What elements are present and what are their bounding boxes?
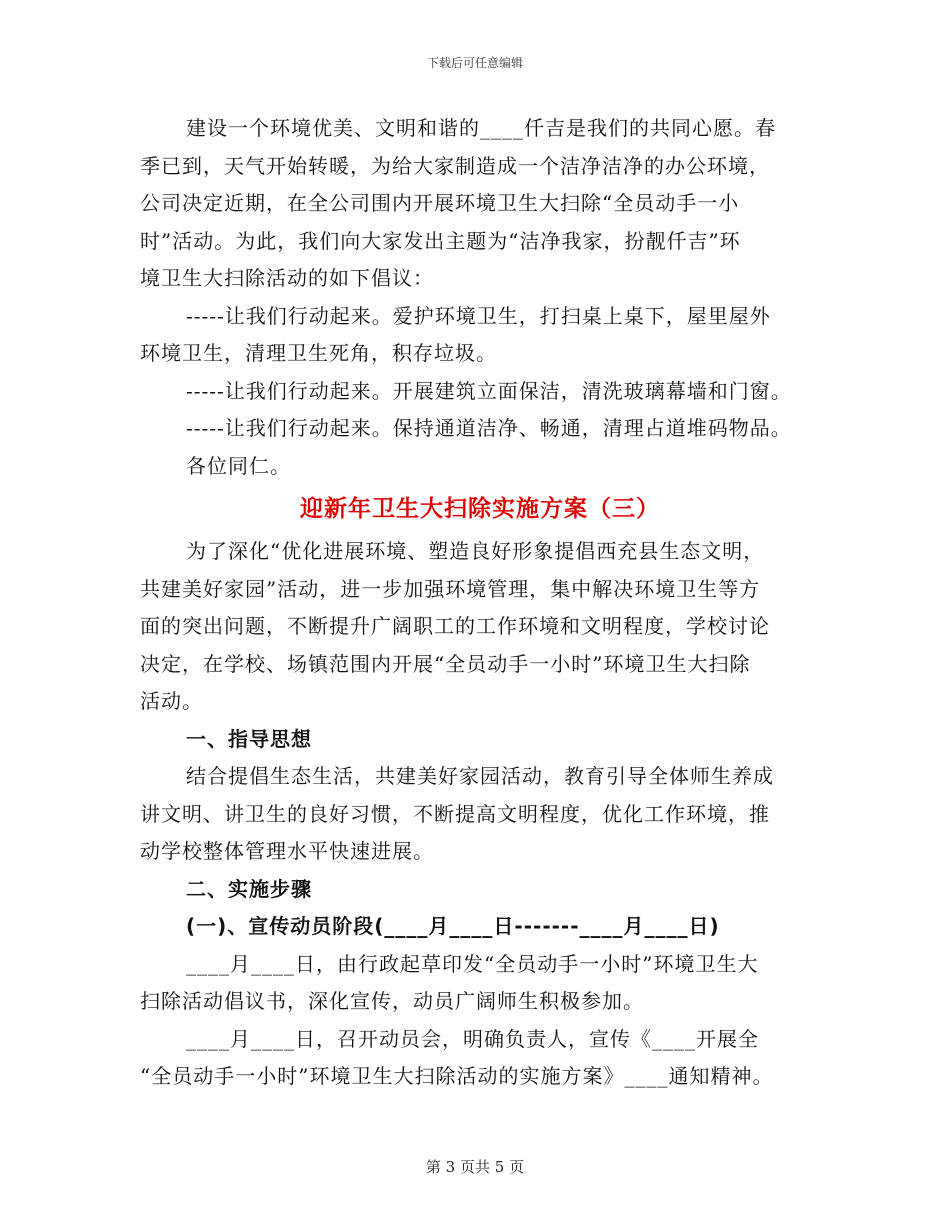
paragraph-line: 决定，在学校、场镇范围内开展“全员动手一小时”环境卫生大扫除 — [140, 651, 751, 676]
document-body — [140, 110, 820, 1096]
paragraph-line: 面的突出问题，不断提升广阔职工的工作环境和文明程度，学校讨论 — [140, 614, 770, 638]
paragraph-line: 季已到，天气开始转暖，为给大家制造成一个洁净洁净的办公环境， — [140, 153, 770, 178]
paragraph-line: 动学校整体管理水平快速进展。 — [140, 839, 434, 863]
paragraph-line: 建设一个环境优美、文明和谐的____仟吉是我们的共同心愿。春 — [186, 116, 776, 140]
paragraph-line: 时”活动。为此，我们向大家发出主题为“洁净我家，扮靓仟吉”环 — [140, 228, 741, 253]
paragraph-line: 为了深化“优化进展环境、塑造良好形象提倡西充县生态文明， — [186, 539, 765, 563]
paragraph-line: -----让我们行动起来。爱护环境卫生，打扫桌上桌下，屋里屋外 — [186, 303, 771, 328]
paragraph-line: 讲文明、讲卫生的良好习惯，不断提高文明程度，优化工作环境，推 — [140, 801, 770, 826]
paragraph-line: “全员动手一小时”环境卫生大扫除活动的实施方案》____通知精神。 — [140, 1064, 774, 1088]
paragraph-line: 公司决定近期，在全公司围内开展环境卫生大扫除“全员动手一小 — [140, 191, 740, 215]
paragraph-line: 结合提倡生态生活，共建美好家园活动，教育引导全体师生养成 — [186, 764, 774, 788]
paragraph-line: 活动。 — [140, 689, 203, 713]
proposal-section — [140, 110, 820, 485]
paragraph-line: ____月____日，召开动员会，明确负责人，宣传《____开展全 — [186, 1026, 759, 1051]
page-footer: 第 3 页共 5 页 — [425, 1158, 525, 1176]
paragraph-line: 境卫生大扫除活动的如下倡议： — [140, 266, 434, 290]
paragraph-line: -----让我们行动起来。开展建筑立面保洁，清洗玻璃幕墙和门窗。 — [186, 378, 792, 403]
paragraph-line: 扫除活动倡议书，深化宣传，动员广阔师生积极参加。 — [140, 989, 644, 1013]
paragraph-line: 共建美好家园”活动，进一步加强环境管理，集中解决环境卫生等方 — [140, 576, 761, 601]
section-heading: 一、指导思想 — [186, 726, 312, 751]
page-header: 下载后可任意编辑 — [426, 56, 523, 70]
paragraph-line: 环境卫生，清理卫生死角，积存垃圾。 — [140, 341, 497, 365]
section-heading: 二、实施步骤 — [186, 876, 312, 901]
plan-section — [140, 533, 820, 1096]
paragraph-line: ____月____日，由行政起草印发“全员动手一小时”环境卫生大 — [186, 951, 759, 976]
paragraph-line: 各位同仁。 — [186, 453, 291, 478]
section-heading: (一)、宣传动员阶段(____月____日-------____月____日) — [186, 914, 720, 938]
section-title: 迎新年卫生大扫除实施方案（三） — [300, 495, 660, 522]
paragraph-line: -----让我们行动起来。保持通道洁净、畅通，清理占道堆码物品。 — [186, 416, 792, 440]
